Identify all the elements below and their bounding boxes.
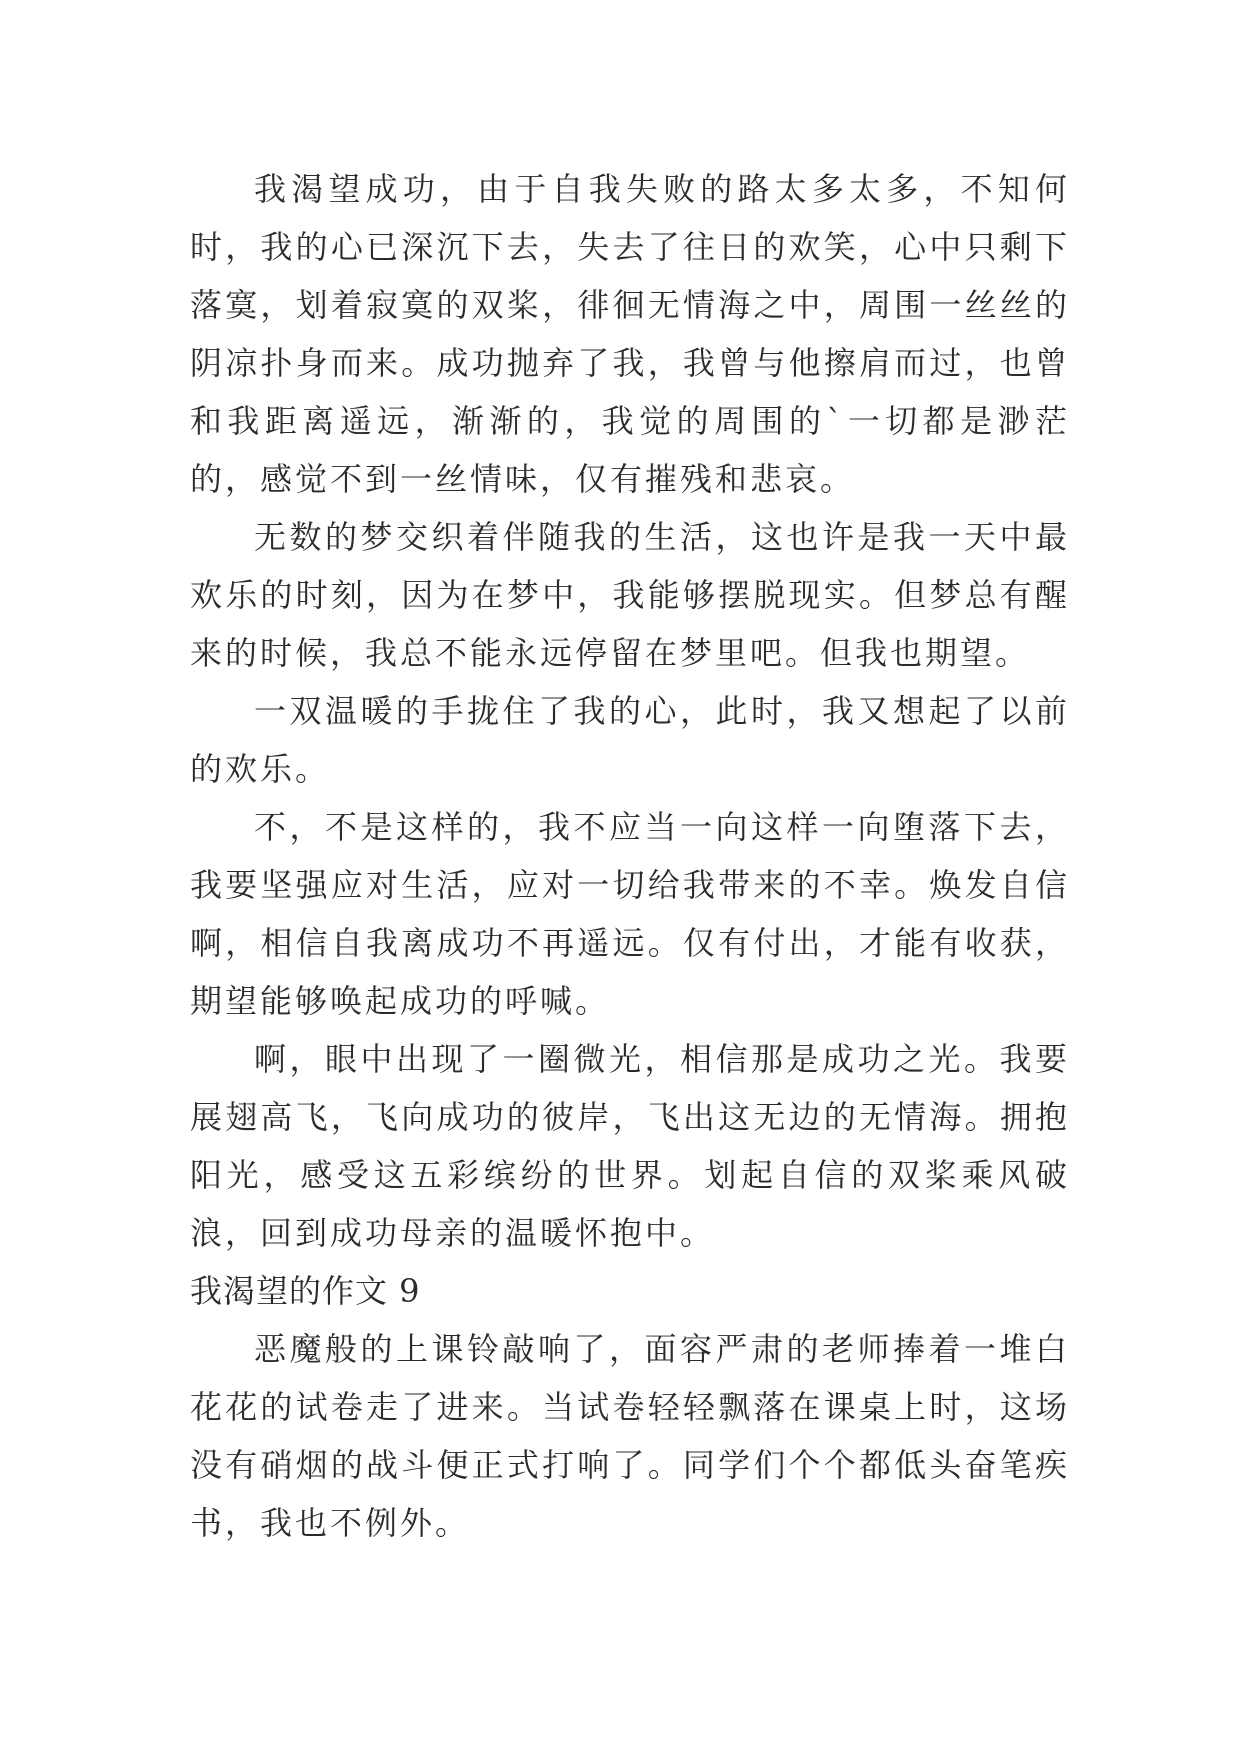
paragraph: 无数的梦交织着伴随我的生活，这也许是我一天中最欢乐的时刻，因为在梦中，我能够摆脱现实。但梦总有醒来的时候，我总不能永远停留在梦里吧。但我也期望。: [190, 518, 1070, 672]
section-heading: 我渴望的作文 9: [190, 1272, 421, 1310]
paragraph: 我渴望成功，由于自我失败的路太多太多，不知何时，我的心已深沉下去，失去了往日的欢笑，心中只剩下落寞，划着寂寞的双桨，徘徊无情海之中，周围一丝丝的阴凉扑身而来。成功抛弃了我，我曾与他擦肩而过，也曾和我距离遥远，渐渐的，我觉的周围的`一切都是渺茫的，感觉不到一丝情味，仅有摧残和悲哀。: [190, 170, 1070, 498]
paragraph: 一双温暖的手拢住了我的心，此时，我又想起了以前的欢乐。: [190, 692, 1070, 788]
paragraph: 啊，眼中出现了一圈微光，相信那是成功之光。我要展翅高飞，飞向成功的彼岸，飞出这无边的无情海。拥抱阳光，感受这五彩缤纷的世界。划起自信的双桨乘风破浪，回到成功母亲的温暖怀抱中。: [190, 1040, 1070, 1252]
paragraph: 不，不是这样的，我不应当一向这样一向堕落下去，我要坚强应对生活，应对一切给我带来的不幸。焕发自信啊，相信自我离成功不再遥远。仅有付出，才能有收获，期望能够唤起成功的呼喊。: [190, 808, 1070, 1020]
document-body: [190, 160, 1070, 1552]
paragraph: 恶魔般的上课铃敲响了，面容严肃的老师捧着一堆白花花的试卷走了进来。当试卷轻轻飘落在课桌上时，这场没有硝烟的战斗便正式打响了。同学们个个都低头奋笔疾书，我也不例外。: [190, 1330, 1070, 1542]
